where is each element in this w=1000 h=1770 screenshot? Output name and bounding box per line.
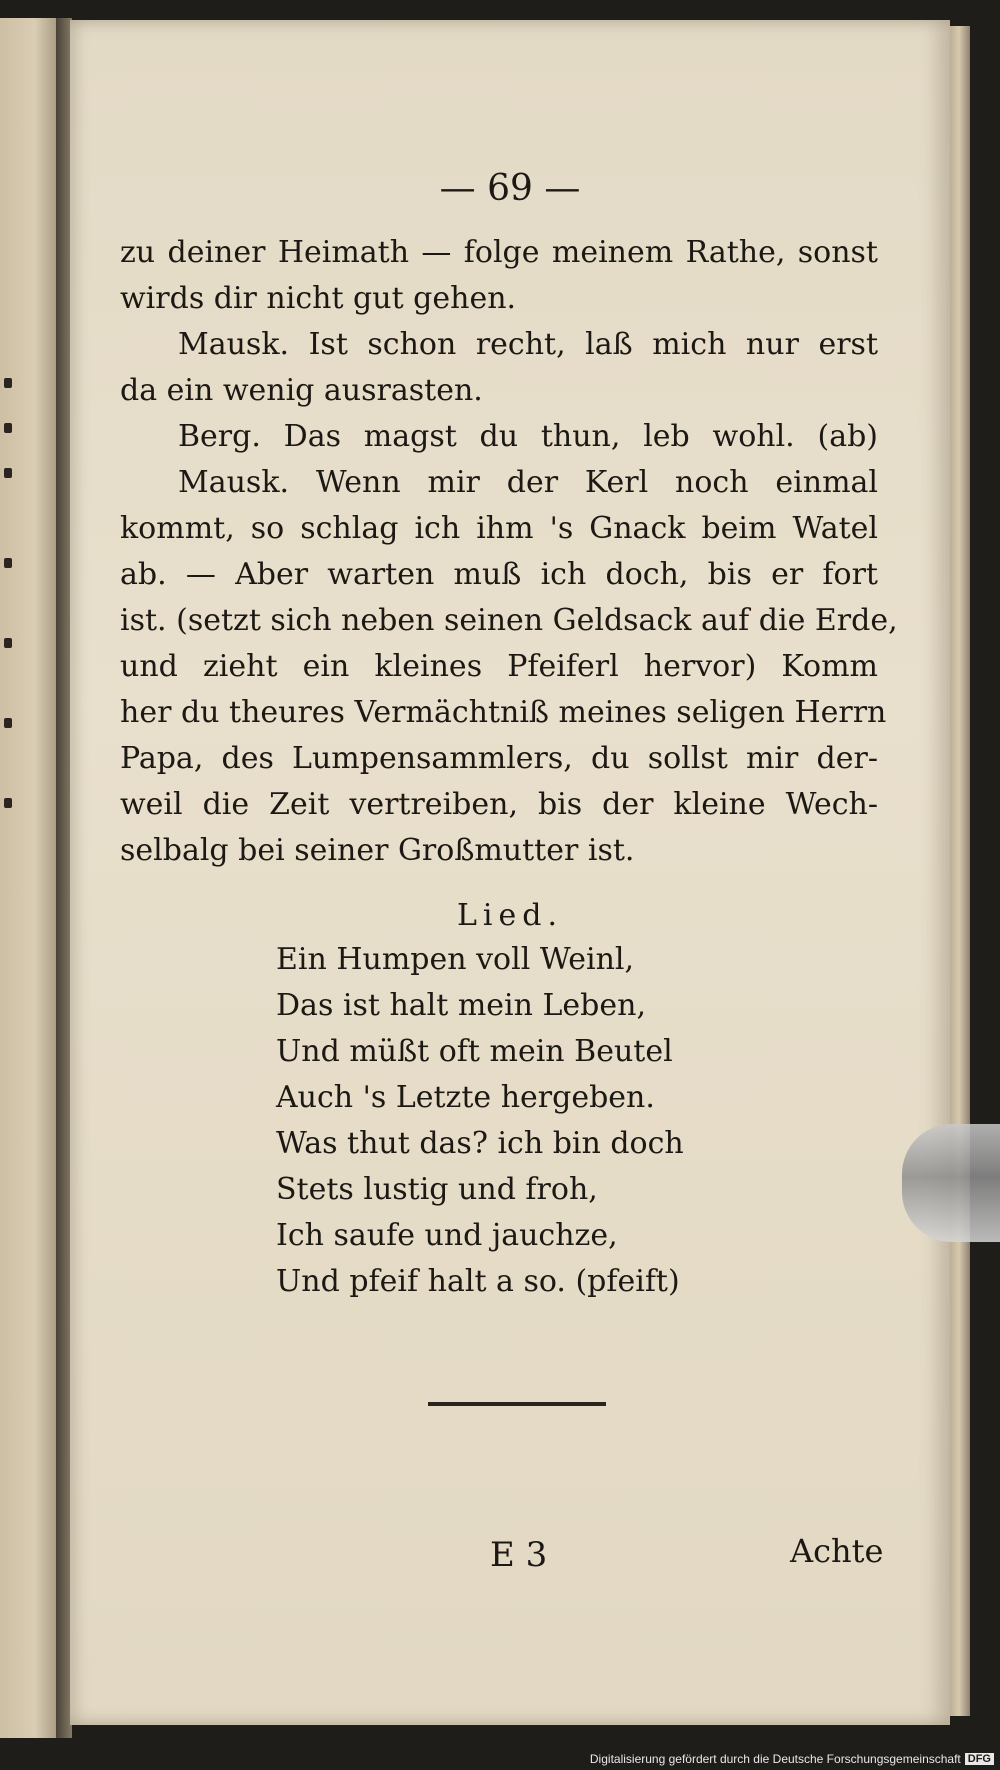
verse-line: Und pfeif halt a so. (pfeift) xyxy=(276,1264,680,1299)
text-line: und zieht ein kleines Pfeiferl hervor) Komm xyxy=(120,649,878,684)
bleed-mark xyxy=(4,798,12,808)
verse-line: Und müßt oft mein Beutel xyxy=(276,1034,673,1069)
catchword: Achte xyxy=(790,1532,884,1570)
signature-mark: E 3 xyxy=(490,1535,548,1575)
book-page xyxy=(70,20,950,1725)
bleed-mark xyxy=(4,638,12,648)
dfg-logo: DFG xyxy=(965,1753,994,1765)
text-line: weil die Zeit vertreiben, bis der kleine Wech- xyxy=(120,787,878,822)
verse-line: Ein Humpen voll Weinl, xyxy=(276,942,635,977)
verse-line: Das ist halt mein Leben, xyxy=(276,988,646,1023)
text-line: Papa, des Lumpensammlers, du sollst mir der- xyxy=(120,741,878,776)
text-line: ab. — Aber warten muß ich doch, bis er fort xyxy=(120,557,878,592)
digitization-credit xyxy=(590,1752,994,1766)
song-heading: Lied. xyxy=(456,898,563,933)
text-line: her du theures Vermächtniß meines seligen Herrn xyxy=(120,695,887,730)
page-number: — 69 — xyxy=(439,168,581,209)
verse-line: Was thut das? ich bin doch xyxy=(276,1126,684,1161)
text-line: ist. (setzt sich neben seinen Geldsack auf die Erde, xyxy=(120,603,898,638)
text-line: Berg. Das magst du thun, leb wohl. (ab) xyxy=(178,419,878,454)
page-edge xyxy=(948,26,970,1716)
bleed-mark xyxy=(4,468,12,478)
text-line: selbalg bei seiner Großmutter ist. xyxy=(120,833,635,868)
text-line: Mausk. Ist schon recht, laß mich nur erst xyxy=(178,327,878,362)
text-line: da ein wenig ausrasten. xyxy=(120,373,483,408)
text-line: kommt, so schlag ich ihm 's Gnack beim Watel xyxy=(120,511,878,546)
page-clip xyxy=(902,1124,1000,1242)
verse-line: Ich saufe und jauchze, xyxy=(276,1218,618,1253)
credit-text: Digitalisierung gefördert durch die Deutsche Forschungsgemeinschaft xyxy=(589,1752,961,1766)
facing-page-edge xyxy=(0,18,58,1738)
bleed-mark xyxy=(4,378,12,388)
text-line: zu deiner Heimath — folge meinem Rathe, sonst xyxy=(120,235,878,270)
section-rule xyxy=(428,1402,606,1406)
text-line: Mausk. Wenn mir der Kerl noch einmal xyxy=(178,465,878,500)
verse-line: Stets lustig und froh, xyxy=(276,1172,598,1207)
bleed-mark xyxy=(4,423,12,433)
text-line: wirds dir nicht gut gehen. xyxy=(120,281,517,316)
verse-line: Auch 's Letzte hergeben. xyxy=(276,1080,655,1115)
bleed-mark xyxy=(4,718,12,728)
bleed-mark xyxy=(4,558,12,568)
